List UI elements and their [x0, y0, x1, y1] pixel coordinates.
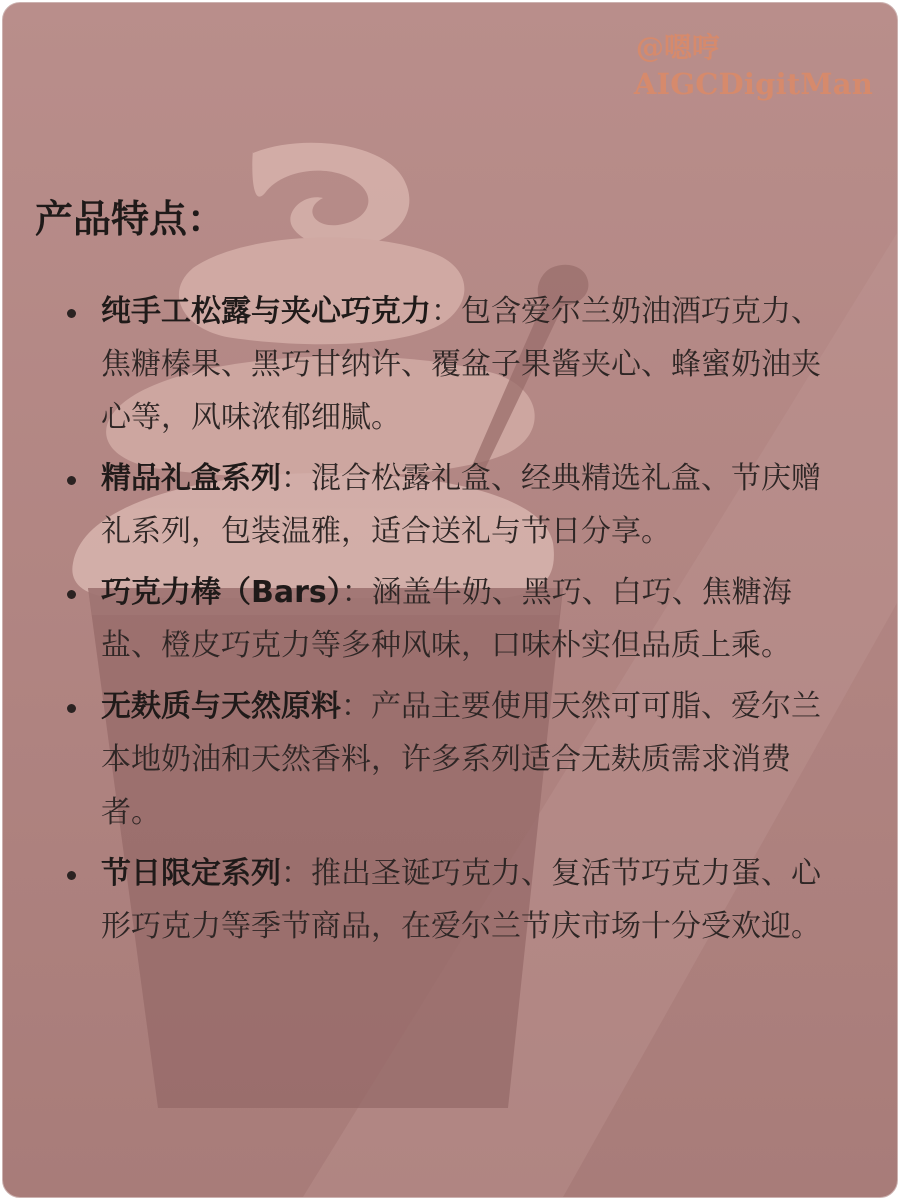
feature-desc: ：推出圣诞巧克力、复活节巧克力蛋、心形巧克力等季节商品，在爱尔兰节庆市场十分受欢迎。: [101, 856, 821, 944]
feature-title: 无麸质与天然原料: [101, 689, 341, 724]
feature-desc: ：包含爱尔兰奶油酒巧克力、焦糖榛果、黑巧甘纳许、覆盆子果酱夹心、蜂蜜奶油夹心等，风味浓郁细腻。: [101, 294, 821, 435]
watermark-name: AIGCDigitMan: [633, 67, 873, 101]
list-item: [63, 285, 823, 444]
feature-desc: ：产品主要使用天然可可脂、爱尔兰本地奶油和天然香料，许多系列适合无麸质需求消费者。: [101, 689, 821, 830]
bullet-icon: [67, 476, 76, 485]
list-item: [63, 847, 823, 953]
list-item: [63, 452, 823, 558]
feature-title: 纯手工松露与夹心巧克力: [101, 294, 431, 329]
feature-desc: ：混合松露礼盒、经典精选礼盒、节庆赠礼系列，包装温雅，适合送礼与节日分享。: [101, 461, 821, 549]
bullet-icon: [67, 704, 76, 713]
post-card: [2, 2, 898, 1198]
feature-desc: ：涵盖牛奶、黑巧、白巧、焦糖海盐、橙皮巧克力等多种风味，口味朴实但品质上乘。: [101, 575, 792, 663]
feature-list: [63, 285, 823, 961]
content: [3, 3, 897, 1197]
feature-title: 节日限定系列: [101, 856, 281, 891]
bullet-icon: [67, 590, 76, 599]
feature-title: 精品礼盒系列: [101, 461, 281, 496]
watermark-handle: @嗯哼: [635, 31, 720, 64]
list-item: [63, 680, 823, 839]
feature-title: 巧克力棒（Bars）: [101, 575, 342, 610]
list-item: [63, 566, 823, 672]
bullet-icon: [67, 871, 76, 880]
bullet-icon: [67, 309, 76, 318]
page-title: 产品特点：: [35, 197, 226, 241]
